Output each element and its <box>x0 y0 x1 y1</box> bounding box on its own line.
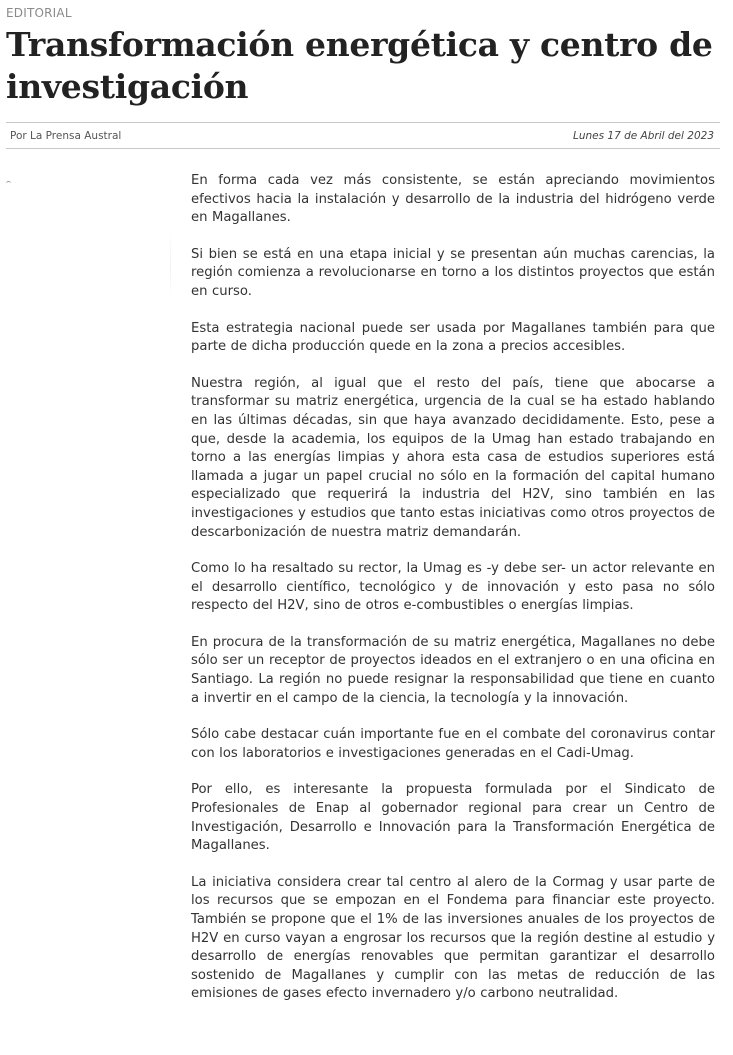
article-body <box>191 172 715 1022</box>
article-headline: Transformación energética y centro de investigación <box>6 25 713 106</box>
article-paragraph-6: En procura de la transformación de su matriz energética, Magallanes no debe sólo ser un receptor de proyectos ideados en el extranjero o en una oficina en Santiago. La región no puede resignar la responsabilidad que tiene en cuanto a invertir en el campo de la ciencia, la tecnología y la innovación. <box>191 634 715 706</box>
article-paragraph-4: Nuestra región, al igual que el resto del país, tiene que abocarse a transformar su matriz energética, urgencia de la cual se ha estado hablando en las últimas décadas, sin que haya avanzado decididamente. Esto, pese a que, desde la academia, los equipos de la Umag han estado trabajando en torno a las energías limpias y ahora esta casa de estudios superiores está llamada a jugar un papel crucial no sólo en la formación del capital humano especializado que requerirá la industria del H2V, sino también en las investigaciones y estudios que tanto estas iniciativas como otros proyectos de descarbonización de nuestra matriz demandarán. <box>191 375 715 540</box>
article-paragraph-5: Como lo ha resaltado su rector, la Umag es -y debe ser- un actor relevante en el desarrollo científico, tecnológico y de innovación y esto pasa no sólo respecto del H2V, sino de otros e-combustibles o energías limpias. <box>191 561 715 614</box>
sidebar-divider-shadow <box>170 230 171 300</box>
sidebar-placeholder-mark <box>6 181 11 184</box>
section-label[interactable]: EDITORIAL <box>6 6 72 20</box>
article-paragraph-1: En forma cada vez más consistente, se están apreciando movimientos efectivos hacia la instalación y desarrollo de la industria del hidrógeno verde en Magallanes. <box>191 173 715 226</box>
article-paragraph-7: Sólo cabe destacar cuán importante fue en el combate del coronavirus contar con los laboratorios e investigaciones generadas en el Cadi-Umag. <box>191 727 715 761</box>
article-paragraph-2: Si bien se está en una etapa inicial y se presentan aún muchas carencias, la región comienza a revolucionarse en torno a los distintos proyectos que están en curso. <box>191 246 715 299</box>
publication-date: Lunes 17 de Abril del 2023 <box>572 130 714 142</box>
article-paragraph-3: Esta estrategia nacional puede ser usada por Magallanes también para que parte de dicha producción quede en la zona a precios accesibles. <box>191 320 715 355</box>
article-meta-bar <box>6 122 720 149</box>
article-paragraph-9: La iniciativa considera crear tal centro al alero de la Cormag y usar parte de los recursos que se empozan en el Fondema para financiar este proyecto. También se propone que el 1% de las inversiones anuales de los proyectos de H2V en curso vayan a engrosar los recursos que la región destine al estudio y desarrollo de energías renovables que permitan garantizar el desarrollo sostenido de Magallanes y cumplir con las metas de reducción de las emisiones de gases efecto invernadero y/o carbono neutralidad. <box>191 874 715 1002</box>
byline: Por La Prensa Austral <box>10 130 122 142</box>
article-paragraph-8: Por ello, es interesante la propuesta formulada por el Sindicato de Profesionales de Enap al gobernador regional para crear un Centro de Investigación, Desarrollo e Innovación para la Transformación Energética de Magallanes. <box>191 782 715 854</box>
